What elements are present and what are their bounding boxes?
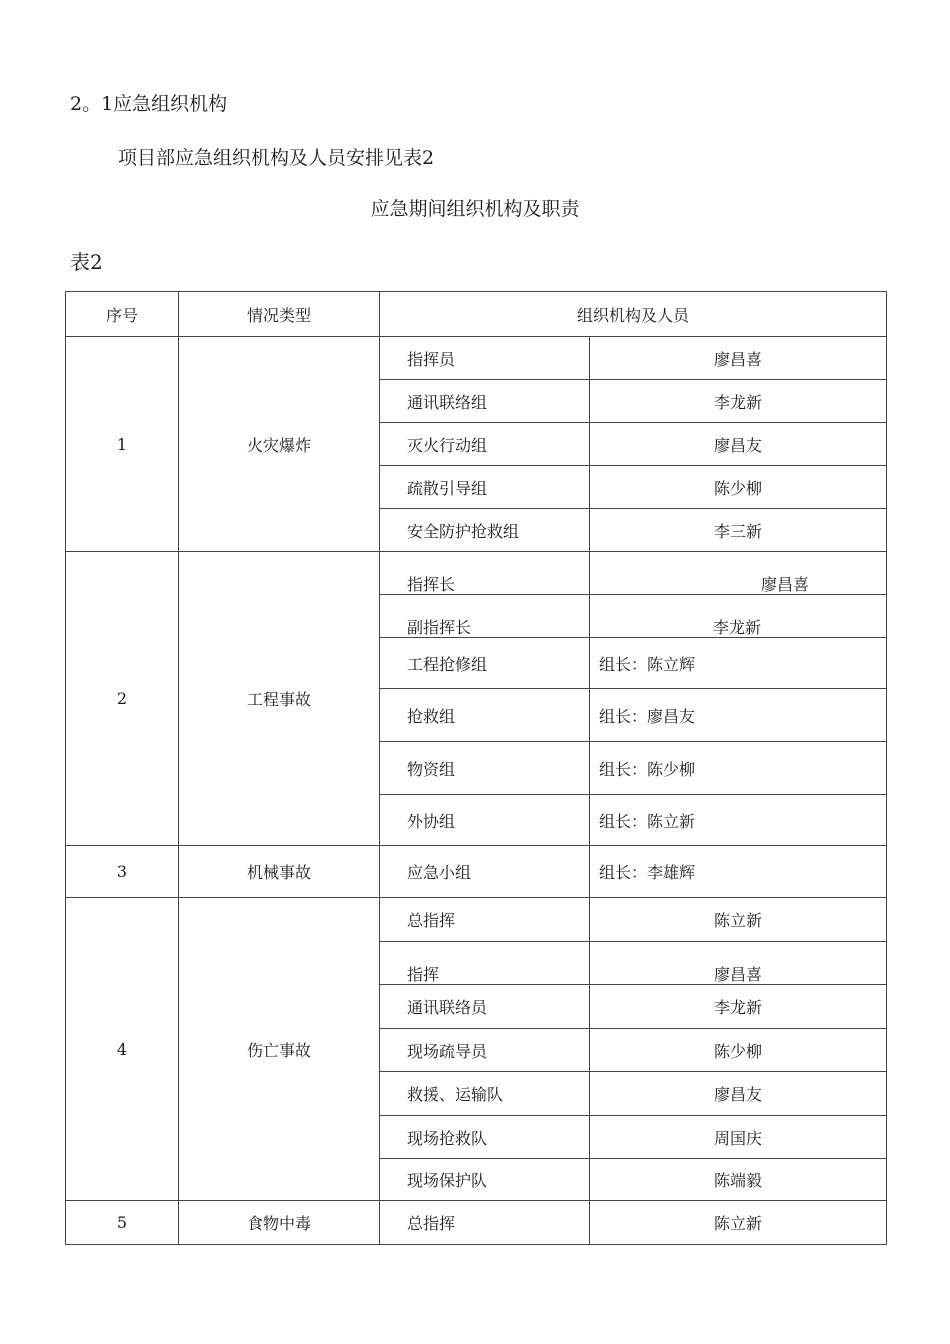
type-cell: 机械事故: [179, 846, 380, 898]
role-cell: 副指挥长: [380, 595, 590, 638]
person-cell: 陈立新: [590, 1201, 887, 1245]
role-cell: 安全防护抢救组: [380, 509, 590, 552]
role-cell: 通讯联络员: [380, 985, 590, 1029]
role-cell: 物资组: [380, 742, 590, 795]
type-cell: 食物中毒: [179, 1201, 380, 1245]
role-cell: 应急小组: [380, 846, 590, 898]
person-cell: 陈立新: [590, 898, 887, 942]
person-cell: 李龙新: [590, 380, 887, 423]
person-cell: 组长：陈少柳: [590, 742, 887, 795]
intro-text: 项目部应急组织机构及人员安排见表2: [118, 147, 435, 169]
table-title: 应急期间组织机构及职责: [370, 198, 580, 220]
person-cell: 组长：陈立辉: [590, 638, 887, 689]
person-cell: 李三新: [590, 509, 887, 552]
type-cell: 伤亡事故: [179, 898, 380, 1201]
header-seq: 序号: [66, 292, 179, 337]
role-cell: 指挥员: [380, 337, 590, 380]
header-type: 情况类型: [179, 292, 380, 337]
role-cell: 救援、运输队: [380, 1072, 590, 1116]
seq-cell: 2: [66, 552, 179, 846]
person-cell: 组长：廖昌友: [590, 689, 887, 742]
seq-cell: 1: [66, 337, 179, 552]
table-row: [66, 552, 887, 595]
role-cell: 通讯联络组: [380, 380, 590, 423]
section-heading: 2。1应急组织机构: [70, 93, 228, 115]
table-row: [66, 898, 887, 942]
role-cell: 工程抢修组: [380, 638, 590, 689]
person-cell: 廖昌喜: [590, 337, 887, 380]
table-row: [66, 846, 887, 898]
role-cell: 现场抢救队: [380, 1116, 590, 1159]
table-row: [66, 337, 887, 380]
role-cell: 指挥: [380, 942, 590, 985]
table-label: 表2: [70, 250, 103, 274]
person-cell: 李龙新: [590, 595, 887, 638]
header-org: 组织机构及人员: [380, 292, 887, 337]
role-cell: 指挥长: [380, 552, 590, 595]
seq-cell: 3: [66, 846, 179, 898]
seq-cell: 4: [66, 898, 179, 1201]
role-cell: 总指挥: [380, 1201, 590, 1245]
seq-cell: 5: [66, 1201, 179, 1245]
role-cell: 抢救组: [380, 689, 590, 742]
person-cell: 廖昌喜: [590, 552, 887, 595]
person-cell: 陈端毅: [590, 1159, 887, 1201]
person-cell: 李龙新: [590, 985, 887, 1029]
role-cell: 灭火行动组: [380, 423, 590, 466]
role-cell: 总指挥: [380, 898, 590, 942]
role-cell: 现场保护队: [380, 1159, 590, 1201]
person-cell: 廖昌喜: [590, 942, 887, 985]
type-cell: 火灾爆炸: [179, 337, 380, 552]
table-header-row: [66, 292, 887, 337]
person-cell: 陈少柳: [590, 1029, 887, 1072]
role-cell: 疏散引导组: [380, 466, 590, 509]
role-cell: 现场疏导员: [380, 1029, 590, 1072]
person-cell: 陈少柳: [590, 466, 887, 509]
person-cell: 廖昌友: [590, 423, 887, 466]
table-row: [66, 1201, 887, 1245]
person-cell: 廖昌友: [590, 1072, 887, 1116]
org-table: [65, 291, 887, 1245]
person-cell: 组长：李雄辉: [590, 846, 887, 898]
role-cell: 外协组: [380, 795, 590, 846]
person-cell: 组长：陈立新: [590, 795, 887, 846]
person-cell: 周国庆: [590, 1116, 887, 1159]
type-cell: 工程事故: [179, 552, 380, 846]
